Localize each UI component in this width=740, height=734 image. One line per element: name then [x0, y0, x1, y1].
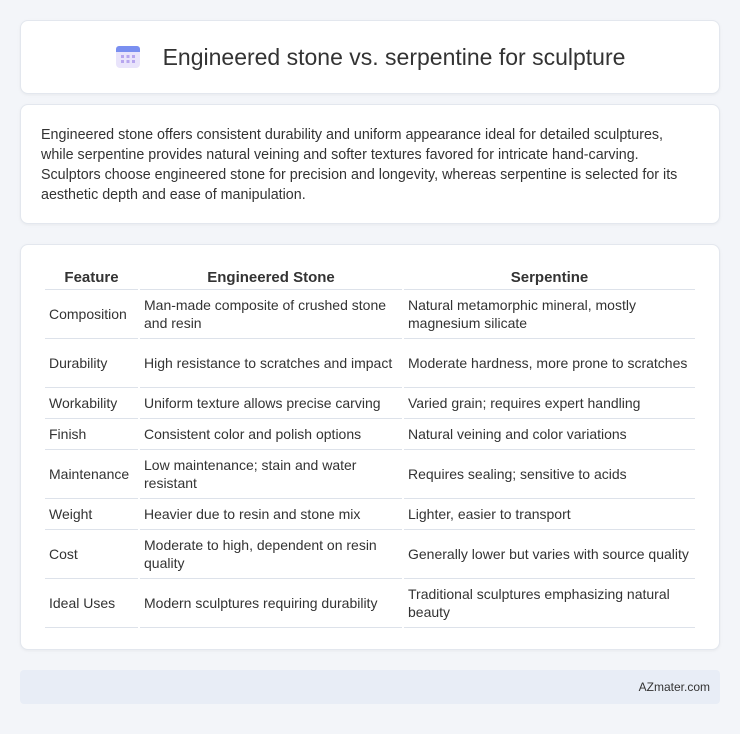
feature-cell: Weight — [45, 499, 138, 530]
calendar-icon — [115, 44, 141, 70]
serpentine-cell: Moderate hardness, more prone to scratches — [404, 339, 695, 388]
engineered-cell: Heavier due to resin and stone mix — [140, 499, 402, 530]
engineered-cell: Moderate to high, dependent on resin quality — [140, 530, 402, 579]
engineered-cell: Modern sculptures requiring durability — [140, 579, 402, 628]
engineered-cell: Consistent color and polish options — [140, 419, 402, 450]
engineered-cell: Man-made composite of crushed stone and resin — [140, 290, 402, 339]
header-feature: Feature — [45, 265, 138, 290]
feature-cell: Cost — [45, 530, 138, 579]
feature-cell: Workability — [45, 388, 138, 419]
header-serpentine: Serpentine — [404, 265, 695, 290]
header-engineered-stone: Engineered Stone — [140, 265, 402, 290]
table-row — [45, 419, 695, 450]
table-row — [45, 579, 695, 628]
page-title: Engineered stone vs. serpentine for sculpture — [162, 43, 626, 70]
table-row — [45, 388, 695, 419]
serpentine-cell: Requires sealing; sensitive to acids — [404, 450, 695, 499]
feature-cell: Finish — [45, 419, 138, 450]
title-card — [20, 20, 720, 94]
engineered-cell: Low maintenance; stain and water resistant — [140, 450, 402, 499]
engineered-cell: Uniform texture allows precise carving — [140, 388, 402, 419]
serpentine-cell: Generally lower but varies with source quality — [404, 530, 695, 579]
footer-bar — [20, 670, 720, 704]
table-header-row — [45, 265, 695, 290]
serpentine-cell: Natural veining and color variations — [404, 419, 695, 450]
table-row — [45, 339, 695, 388]
comparison-table — [43, 265, 697, 628]
serpentine-cell: Natural metamorphic mineral, mostly magnesium silicate — [404, 290, 695, 339]
table-row — [45, 290, 695, 339]
feature-cell: Composition — [45, 290, 138, 339]
feature-cell: Ideal Uses — [45, 579, 138, 628]
summary-text: Engineered stone offers consistent durability and uniform appearance ideal for detailed sculptures, while serpentine provides natural veining and softer textures favored for intricate hand-carving. Sculptors choose engineered stone for precision and longevity, whereas serpentine is selected for its aesthetic depth and ease of manipulation. — [41, 127, 678, 203]
engineered-cell: High resistance to scratches and impact — [140, 339, 402, 388]
summary-card — [20, 104, 720, 224]
footer-brand[interactable]: AZmater.com — [638, 680, 710, 694]
serpentine-cell: Lighter, easier to transport — [404, 499, 695, 530]
feature-cell: Maintenance — [45, 450, 138, 499]
serpentine-cell: Traditional sculptures emphasizing natural beauty — [404, 579, 695, 628]
table-row — [45, 450, 695, 499]
table-row — [45, 530, 695, 579]
feature-cell: Durability — [45, 339, 138, 388]
comparison-card — [20, 244, 720, 650]
serpentine-cell: Varied grain; requires expert handling — [404, 388, 695, 419]
table-row — [45, 499, 695, 530]
